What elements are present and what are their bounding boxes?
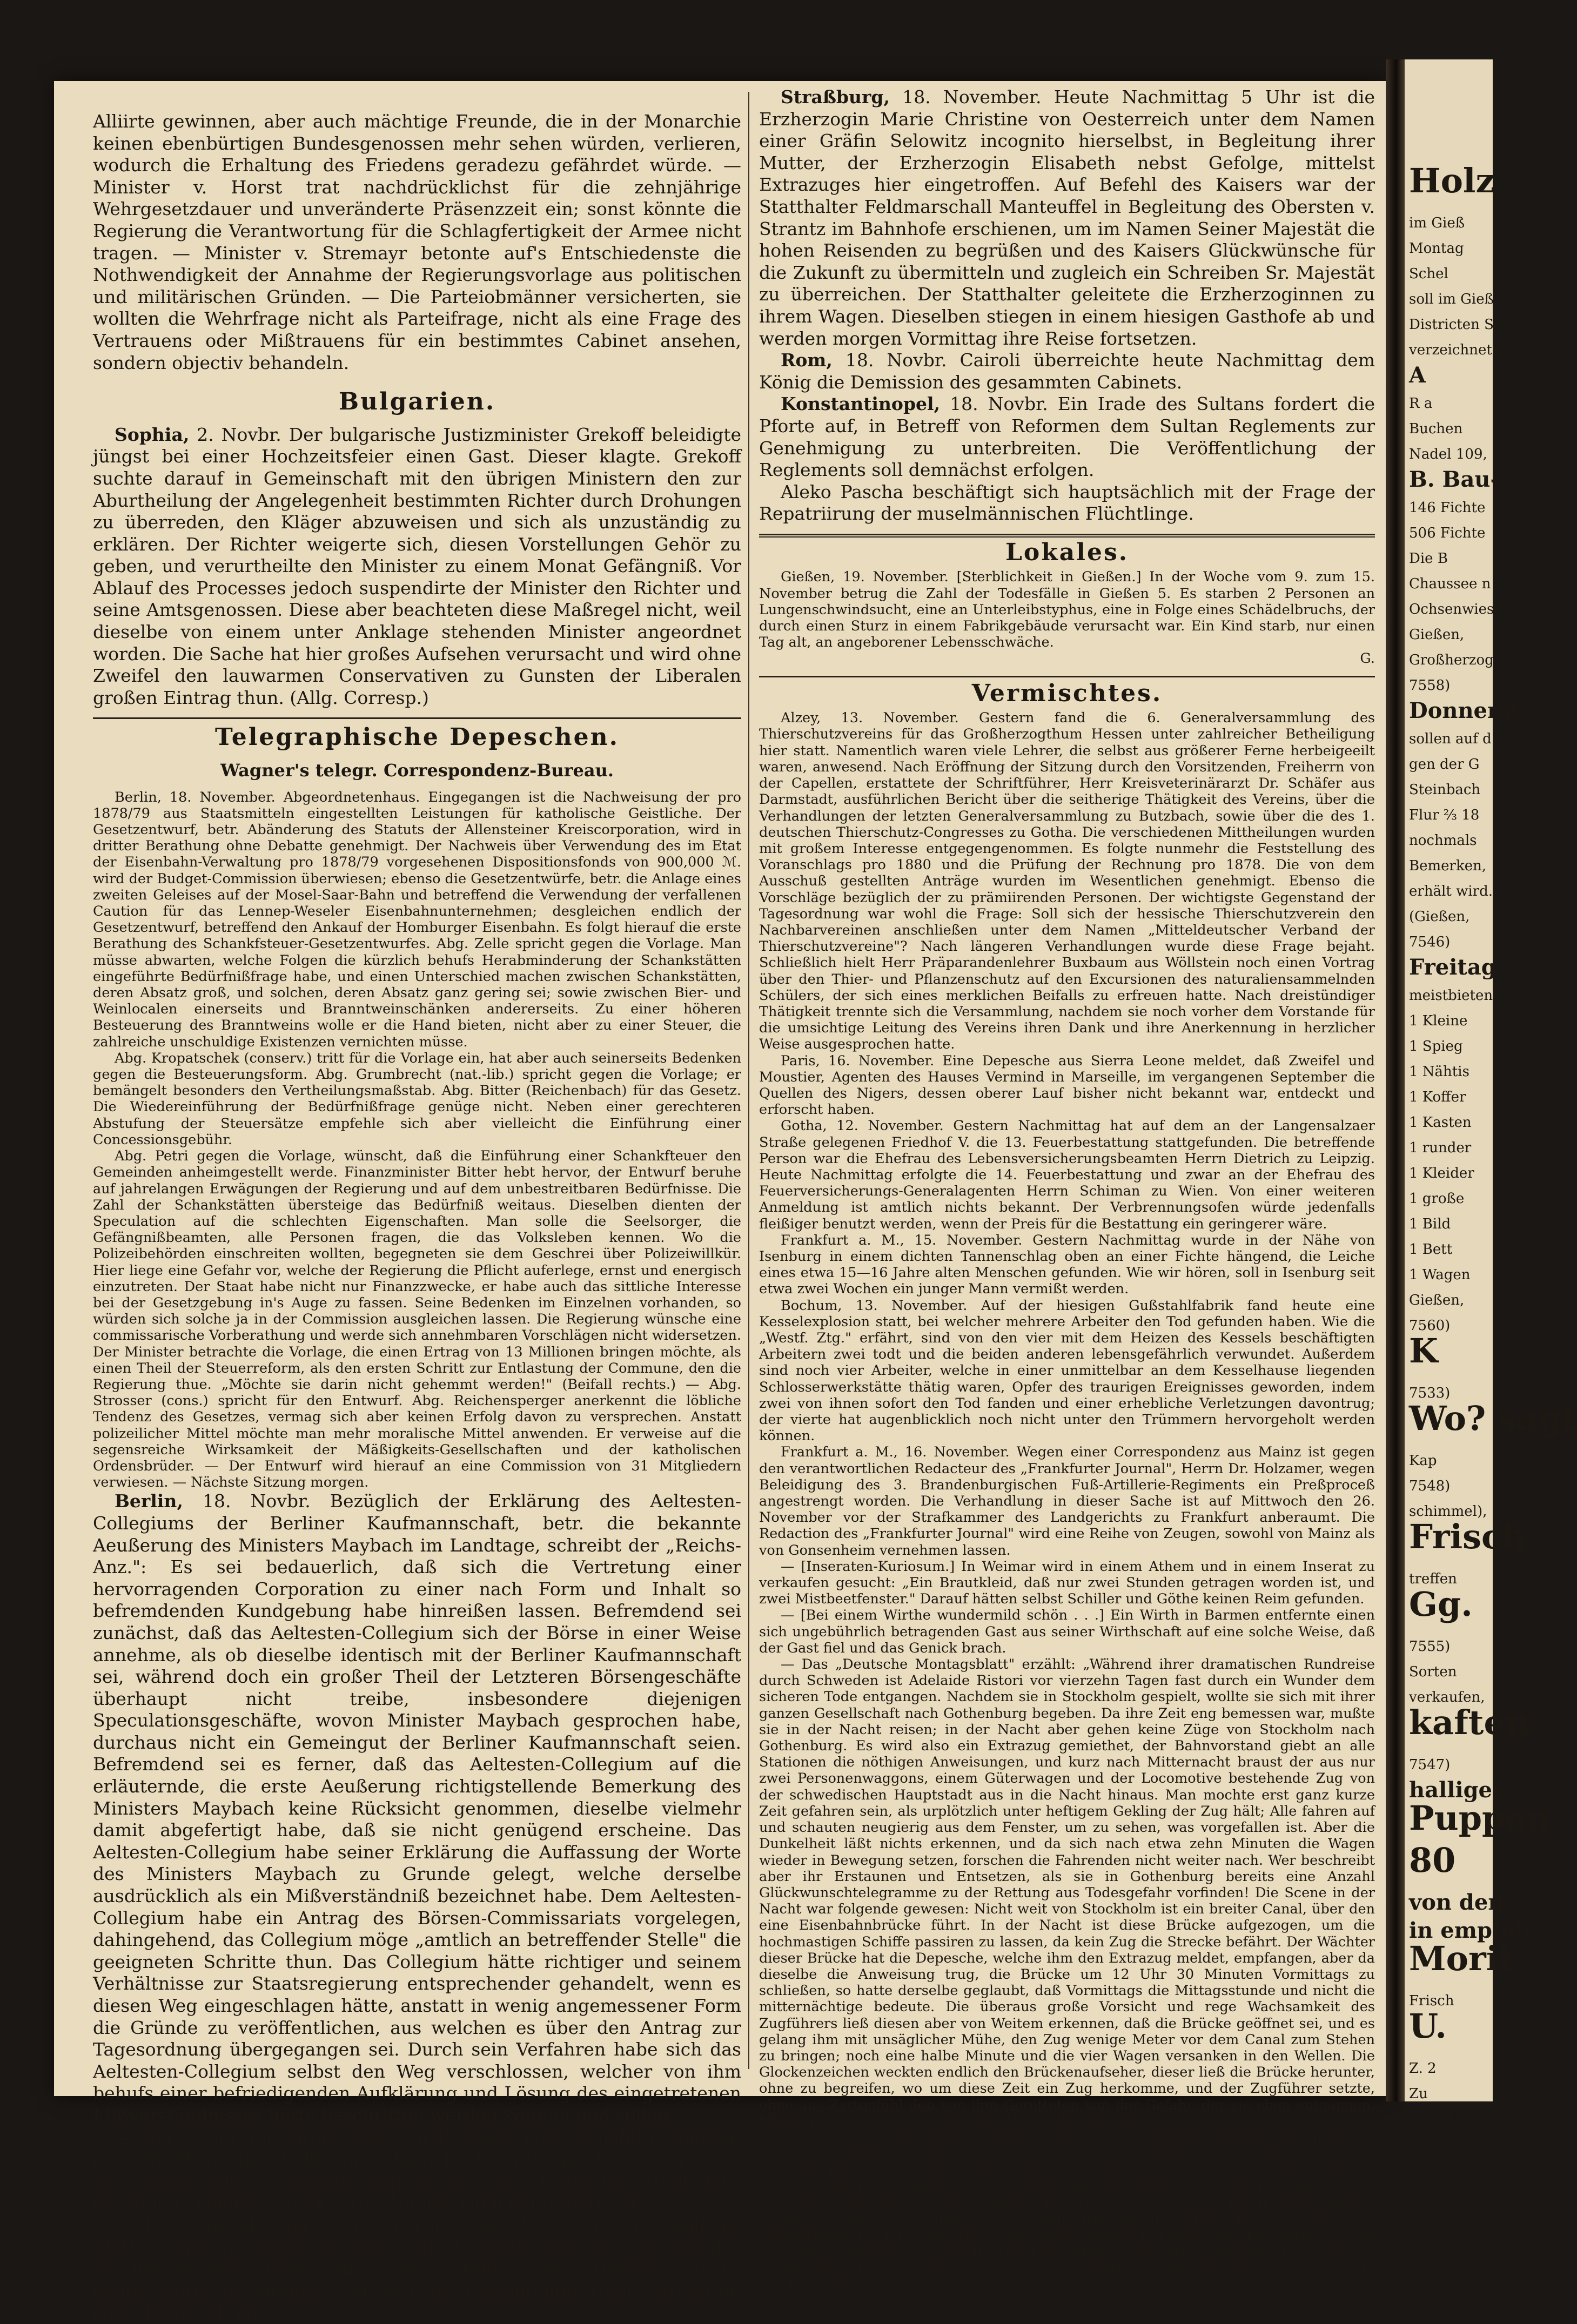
strassburg-text: 18. November. Heute Nachmittag 5 Uhr ist die Erzherzogin Marie Christine von Oesterreich unter dem Namen einer Gräfin Selowitz incognito hierselbst, in Begleitung ihrer Mutter, der Erzherzogin Elisabeth nebst Gefolge, mittelst Extrazuges hier eingetroffen. Auf Befehl des Kaisers war der Statthalter Feldmarschall Manteuffel in Begleitung des Obersten v. Strantz im Bahnhofe erschienen, um im Namen Seiner Majestät die hohen Reisenden zu begrüßen und des Kaisers Glückwünsche für die Zukunft zu übermitteln und zugleich ein Schreiben Sr. Majestät zu überreichen. Der Statthalter geleitete die Erzherzoginnen zu ihrem Wagen. Dieselben stiegen in einem hiesigen Gasthofe ab und werden morgen Vormittag ihre Reise fortsetzen. (759, 86, 1375, 349)
adjacent-fragment: kaften (1409, 1703, 1529, 1742)
rom-place: Rom, (781, 350, 833, 371)
adjacent-fragment: erhält wird. (1409, 883, 1493, 899)
adjacent-fragment: Gg. (1409, 1584, 1473, 1624)
adjacent-fragment: 1 Koffer (1409, 1089, 1466, 1105)
adjacent-fragment: A (1409, 362, 1426, 388)
adjacent-fragment: schimmel), (1409, 1503, 1487, 1520)
strassburg-article (759, 86, 1375, 350)
adjacent-fragment: 7560) (1409, 1318, 1451, 1334)
adjacent-fragment: Buchen (1409, 421, 1463, 437)
adjacent-fragment: 146 Fichte (1409, 500, 1486, 516)
adjacent-fragment: Morit (1409, 1939, 1514, 1978)
adjacent-fragment: von den (1409, 1890, 1504, 1915)
lokales-paragraph: Gießen, 19. November. [Sterblichkeit in Gießen.] In der Woche vom 9. zum 15. November betrug die Zahl der Todesfälle in Gießen 5. Es starben 2 Personen an Lungenschwindsucht, eine an Unterleibstyphus, eine in Folge eines Schädelbruchs, der durch einen Sturz in einem Fabrikgebäude verursacht war. Ein Kind starb, nur einen Tag alt, an angeborener Lebensschwäche. (759, 569, 1375, 651)
adjacent-fragment: 506 Fichte (1409, 525, 1486, 541)
adjacent-fragment: Districten Sc (1409, 317, 1502, 333)
adjacent-fragment: 1 Nähtis (1409, 1064, 1469, 1080)
adjacent-fragment: treffen (1409, 1571, 1457, 1587)
adjacent-fragment: Frisch (1409, 1993, 1454, 2009)
sophia-article (93, 424, 741, 709)
vermischtes-paragraph: — Das „Deutsche Montagsblatt" erzählt: „Während ihrer dramatischen Rundreise durch Schweden ist Adelaide Ristori vor vierzehn Tagen fast durch ein Wunder dem sicheren Tode entgangen. Nachdem sie in Stockholm gespielt, wollte sie sich mit ihrer ganzen Gesellschaft nach Gothenburg begeben. Da ihre Zeit eng bemessen war, mußte sie in der Nacht reisen; in der Nacht aber gehen keine Züge von Stockholm nach Gothenburg. Es wird also ein Extrazug gemiethet, der Bahnvorstand giebt an alle Stationen die nöthigen Anweisungen, und kurz nach Mitternacht braust der aus nur zwei Personenwaggons, einem Güterwagen und der Locomotive bestehende Zug von der schwedischen Hauptstadt aus in die Nacht hinaus. Man mochte erst ganz kurze Zeit gefahren sein, als urplötzlich unter heftigem Gekling der Zug hält; Alle fahren auf und schauten neugierig aus dem Fenster, um zu sehen, was vorgefallen ist. Aber die Dunkelheit läßt nichts erkennen, und da sich nach etwa zehn Minuten die Wagen wieder in Bewegung setzen, forschen die Fahrenden nicht weiter nach. Wer beschreibt aber ihr Erstaunen und Entsetzen, als sie in Gothenburg bereits eine Anzahl Glückwunschtelegramme zu der Rettung aus Todesgefahr vorfinden! Die Scene in der Nacht war folgende gewesen: Nicht weit von Stockholm ist ein breiter Canal, über den eine Eisenbahnbrücke führt. In der Nacht ist diese Brücke aufgezogen, um die hochmastigen Schiffe passiren zu lassen, da kein Zug die Strecke befährt. Der Wächter dieser Brücke hat die Depesche, welche ihm den Extrazug meldet, empfangen, aber da dieselbe die Anweisung trug, die Brücke um 12 Uhr 30 Minuten Vormittags zu schließen, so hatte derselbe geglaubt, daß Vormittags die Mittagsstunde und nicht die mitternächtige bedeute. Die überaus große Vorsicht und rege Wachsamkeit des Zugführers ließ diesen aber von Weitem erkennen, daß die Brücke geöffnet sei, und es gelang ihm mit unsäglicher Mühe, den Zug wenige Meter vor dem Canal zum Stehen zu bringen; noch eine halbe Minute und die vier Wagen versanken in den Wellen. Die Glockenzeichen weckten endlich den Brückenaufseher, dieser ließ die Brücke herunter, ohne zu begreifen, wo um diese Zeit ein Zug herkomme, und der Zugführer setzte, ohne aus Zartgefühl den von ihm Geretteten von der Gefahr, der sie eben entgangen, Mittheilung zu machen, ruhig den Weg nach Gothenburg fort." (759, 1656, 1375, 2130)
rom-text: 18. Novbr. Cairoli überreichte heute Nachmittag dem König die Demission des gesammten Cabinets. (759, 350, 1375, 393)
berlin-extra-paragraph: — Der Großfürst-Thronfolger von Rußland und Gemahlin wohnten gestern Abend der Balletvorstellung im Opernhause bei und reisten nach herzlichster Verabschiedung von dem Kaiser und den Mitgliedern des königl. Hauses um 11¼ Uhr Nachts nach Petersburg ab. (93, 2126, 741, 2214)
strassburg-place: Straßburg, (781, 86, 890, 108)
adjacent-fragment: Näher (1409, 2137, 1454, 2153)
adjacent-fragment: Schel (1409, 266, 1448, 282)
column-divider (748, 92, 749, 2069)
vermischtes-paragraph: Köln, 12. November. Heute Morgen stand ein zwanzigjähriger katholischer Jüngling, eine wahre Hünengestalt, vor den Schranken der Strafkammer, der Entführung eines achtzehn Jahre alten israelitischen Mädchens angeklagt. Es wurde unter Ausschluß der Oeffentlichkeit verhandelt, das Urtheil jedoch öffentlich publicirt, woraus wir entnehmen, daß die Entführung gegen den Willen der Eltern der Braut stattgefunden, während diese einverstanden war. Sie muß, trotzdem ihr Vater neben ihr stand, sehr charakterfest für ihren Bräutigam als Zeugin eingetreten sein; denn Karl wurde nur zu 14 Tagen Gefängniß verurtheilt, wobei die schöne Paula ihren Geliebten mit einem so vielsagenden Blick anschaute, daß man den Schluß zu ziehen berechtigt ist, sie werde ihm treu bleiben. (759, 2129, 1375, 2293)
adjacent-fragment: Bemerken, (1409, 858, 1487, 874)
lokales-body (759, 569, 1375, 667)
vermischtes-paragraph: Alzey, 13. November. Gestern fand die 6. Generalversammlung des Thierschutzvereins für das Großherzogthum Hessen unter zahlreicher Betheiligung hier statt. Namentlich waren viele Lehrer, die selbst aus größerer Ferne herbeigeeilt waren, anwesend. Nach Eröffnung der Sitzung durch den Vorsitzenden, Freiherrn von der Capellen, erstattete der Schriftführer, Herr Kreisveterinärarzt Dr. Schäfer aus Darmstadt, ausführlichen Bericht über die seitherige Thätigkeit des Vereins, über die Verhandlungen der letzten Generalversammlung zu Butzbach, sowie über die des 1. deutschen Thierschutz-Congresses zu Gotha. Die verschiedenen Mittheilungen wurden mit großem Interesse entgegengenommen. Es folgte nunmehr die Feststellung des Voranschlags pro 1880 und die Prüfung der Rechnung pro 1878. Die von dem Ausschuß gestellten Anträge wurden im Wesentlichen genehmigt. Ebenso die Vorschläge bezüglich der zu prämiirenden Personen. Der wichtigste Gegenstand der Tagesordnung war wohl die Frage: Soll sich der hessische Thierschutzverein den Nachbarvereinen anschließen unter dem Namen „Mitteldeutscher Verband der Thierschutzvereine"? Nach längeren Verhandlungen wurde diese Frage bejaht. Schließlich hielt Herr Präparandenlehrer Buxbaum aus Wöllstein noch einen Vortrag über den Thier- und Pflanzenschutz auf den Excursionen des naturaliensammelnden Schülers, der sich eines merklichen Beifalls zu erfreuen hatte. Nach dreistündiger Thätigkeit trennte sich die Versammlung, nachdem sie noch vorher dem Vorstande für die umsichtige Leitung des Vereins ihren Dank und ihre Anerkennung in herzlicher Weise ausgesprochen hatte. (759, 710, 1375, 1053)
section-rule (93, 717, 741, 719)
adjacent-fragment: im Gieß (1409, 215, 1465, 231)
adjacent-fragment: Die B (1409, 550, 1448, 567)
section-rule (759, 676, 1375, 677)
adjacent-fragment: Flur ⅔ 18 (1409, 807, 1480, 823)
adjacent-fragment: Chaussee n (1409, 576, 1491, 592)
adjacent-fragment: 7547) (1409, 1757, 1451, 1773)
adjacent-fragment: Steinbach (1409, 782, 1481, 798)
adjacent-fragment: Ochsenwiese (1409, 601, 1502, 617)
adjacent-fragment: 1 Kasten (1409, 1114, 1472, 1131)
adjacent-fragment: Gießen, (1409, 1292, 1465, 1308)
berlin-extra-paragraph: — Die „Nordd. Allg. Ztg." schreibt: Die Meldung verschiedener Blätter, daß von Seiten Preußens die Uebertragung der Leitung des Reichseisenbahn-Amtes an den preußischen Handelsminister beabsichtigt sei, entbehrt, wie wir aus competenter Quelle erfahren, jeder Begründung. (93, 2214, 741, 2323)
adjacent-fragment: 1 Spieg (1409, 1038, 1463, 1054)
adjacent-fragment: 7546) (1409, 934, 1451, 950)
aleko-paragraph: Aleko Pascha beschäftigt sich hauptsächlich mit der Frage der Repatriirung der muselmännischen Flüchtlinge. (759, 481, 1375, 525)
adjacent-fragment: B. Bau- (1409, 467, 1500, 492)
telegraph-paragraph: Abg. Kropatschek (conserv.) tritt für die Vorlage ein, hat aber auch seinerseits Bedenken gegen die Besteuerungsform. Abg. Grumbrecht (nat.-lib.) spricht gegen die Vorlage; er bemängelt besonders den Vertheilungsmaßstab. Abg. Bitter (Reichenbach) für das Gesetz. Die Wiedereinführung der Bedürfnißfrage genüge nicht. Neben einer gerechteren Abstufung der Steuersätze empfehle sich aber vielleicht die Einführung einer Concessionsgebühr. (93, 1050, 741, 1148)
adjacent-fragment: Nadel 109, (1409, 446, 1487, 462)
rom-article (759, 350, 1375, 393)
vermischtes-paragraph: Frankfurt a. M., 15. November. Gestern Nachmittag wurde in der Nähe von Isenburg in einem dichten Tannenschlag oben an einer Fichte hängend, die Leiche eines etwa 15—16 Jahre alten Menschen gefunden. Wie wir hören, soll in Isenburg seit etwa zwei Wochen ein junger Mann vermißt werden. (759, 1232, 1375, 1298)
section-rule (759, 536, 1375, 538)
book-gutter (1386, 59, 1405, 2101)
adjacent-fragment: halliges (1409, 1777, 1505, 1803)
adjacent-fragment: (Gießen, (1409, 909, 1470, 925)
konstantinopel-place: Konstantinopel, (781, 393, 941, 415)
adjacent-fragment: Kap (1409, 1453, 1437, 1469)
adjacent-fragment: 1 Bett (1409, 1241, 1453, 1258)
adjacent-fragment: 1 Kleine (1409, 1013, 1468, 1029)
vermischtes-heading: Vermischtes. (971, 679, 1163, 707)
adjacent-fragment: Gießen, (1409, 627, 1465, 643)
konstantinopel-article (759, 393, 1375, 481)
left-column (93, 111, 741, 2324)
adjacent-fragment: verkaufen, (1409, 1689, 1485, 1705)
vermischtes-paragraph: Frankfurt a. M., 16. November. Wegen einer Correspondenz aus Mainz ist gegen den verantwortlichen Redacteur des „Frankfurter Journal", Herrn Dr. Holzamer, wegen Beleidigung des 3. Brandenburgischen Fuß-Artillerie-Regiments ein Preßproceß angestrengt worden. Die Verhandlung in dieser Sache ist auf Mittwoch den 26. November vor der Strafkammer des Landgerichts zu Frankfurt anberaumt. Die Redaction des „Frankfurter Journal" wird eine Reihe von Zeugen, sowohl von Mainz als von Gonsenheim vernehmen lassen. (759, 1444, 1375, 1559)
adjacent-fragment: 1 Kleider (1409, 1165, 1474, 1181)
adjacent-fragment: Großherzog (1409, 652, 1494, 668)
adjacent-fragment: in empfeh (1409, 1918, 1531, 1943)
adjacent-fragment: Freitag (1409, 955, 1497, 980)
adjacent-fragment: Montag (1409, 240, 1464, 257)
adjacent-fragment: sollen auf d (1409, 731, 1492, 747)
adjacent-fragment: gen der G (1409, 756, 1480, 773)
adjacent-fragment: Donnerst (1409, 698, 1521, 723)
adjacent-fragment: 7555) (1409, 1638, 1451, 1655)
berlin-maybach-text: 18. Novbr. Bezüglich der Erklärung des Aeltesten-Collegiums der Berliner Kaufmannschaft, betr. die bekannte Aeußerung des Ministers Maybach im Landtage, schreibt der „Reichs-Anz.": Es sei bedauerlich, daß sich die Vertretung einer hervorragenden Corporation zu einer nach Form und Inhalt so befremdenden Kundgebung habe hinreißen lassen. Befremdend sei zunächst, daß das Aeltesten-Collegium sich der Börse in einer Weise annehme, als ob dieselbe identisch mit der Berliner Kaufmannschaft sei, während doch ein großer Theil der Letzteren Börsengeschäfte überhaupt nicht treibe, insbesondere diejenigen Speculationsgeschäfte, wovon Minister Maybach gesprochen habe, durchaus nicht ein Gemeingut der Berliner Kaufmannschaft seien. Befremdend sei es ferner, daß das Aeltesten-Collegium auf die erläuternde, die erste Aeußerung richtigstellende Bemerkung des Ministers Maybach keine Rücksicht genommen, dieselbe vielmehr damit abgefertigt habe, daß sie nicht genügend erscheine. Das Aeltesten-Collegium habe seiner Erklärung die Auffassung der Worte des Ministers Maybach zu Grunde gelegt, welche derselbe ausdrücklich als ein Mißverständniß bezeichnet habe. Dem Aeltesten-Collegium habe ein Antrag des Börsen-Commissariats vorgelegen, dahingehend, das Collegium möge „amtlich an betreffender Stelle" die geeigneten Schritte thun. Das Collegium hätte richtiger und seinem Verhältnisse zur Staatsregierung entsprechender gehandelt, wenn es diesen Weg eingeschlagen hätte, anstatt in wenig angemessener Form die Gründe zu veröffentlichen, aus welchen es über den Antrag zur Tagesordnung übergegangen sei. Durch sein Verfahren habe sich das Aeltesten-Collegium selbst den Weg verschlossen, welcher von ihm behufs einer befriedigenden Aufklärung und Lösung des eingetretenen Mißverständnisses hätte beschritten werden können und sollen. (93, 1490, 741, 2126)
adjacent-page (1405, 59, 1577, 2178)
adjacent-fragment: 1 große (1409, 1191, 1465, 1207)
right-column (759, 86, 1375, 2293)
adjacent-fragment: 1 Wagen (1409, 1267, 1471, 1283)
telegraph-paragraph: Abg. Petri gegen die Vorlage, wünscht, daß die Einführung einer Schankfteuer den Gemeinden anheimgestellt werde. Finanzminister Bitter hebt hervor, der Entwurf beruhe auf jahrelangen Erwägungen der Regierung und auf dem unbestreitbaren Bedürfnisse. Die Zahl der Schankstätten übersteige das Bedürfniß weitaus. Dieselben dienten der Speculation auf die schlechten Eigenschaften. Man solle die Seelsorger, die Gefängnißbeamten, alle Personen fragen, die das Volksleben kennen. Wo die Polizeibehörden einschreiten wollten, begegneten sie dem Geschrei über Polizeiwillkür. Hier liege eine Gefahr vor, welche der Regierung die Pflicht auferlege, ernst und energisch einzutreten. Der Staat habe nicht nur Finanzzwecke, er habe auch das sittliche Interesse bei der Gesetzgebung in's Auge zu fassen. Seine Bedenken im Einzelnen vorhanden, so würden sich solche ja in der Commission ausgleichen lassen. Die Regierung wünsche eine commissarische Vorberathung und werde sich annehmbaren Vorschlägen nicht widersetzen. Der Minister betrachte die Vorlage, die einen Ertrag von 13 Millionen bringen möchte, als einen Theil der Steuerreform, als den ersten Schritt zur Entlastung der Commune, den die Regierung thue. „Möchte sie darin nicht gehemmt werden!" (Beifall rechts.) — Abg. Strosser (cons.) spricht für den Entwurf. Abg. Reichensperger anerkennt die löbliche Tendenz des Gesetzes, vermag sich aber keinen Erfolg davon zu versprechen. Anstatt polizeilicher Mittel möchte man mehr moralische Mittel anwenden. Er verweise auf die segensreiche Wirksamkeit der Mäßigkeits-Gesellschaften und der katholischen Ordensbrüder. — Der Entwurf wird hierauf an eine Commission von 31 Mitgliedern verwiesen. — Nächste Sitzung morgen. (93, 1148, 741, 1491)
lokales-signature: G. (1360, 650, 1375, 667)
vermischtes-body (759, 710, 1375, 2293)
konstantinopel-text: 18. Novbr. Ein Irade des Sultans fordert die Pforte auf, in Betreff von Reformen dem Sultan Reglements zur Genehmigung zu unterbreiten. Die Veröffentlichung der Reglements soll demnächst erfolgen. (759, 393, 1375, 481)
adjacent-fragment: 7533) (1409, 1385, 1451, 1401)
adjacent-fragment: nochmals (1409, 832, 1477, 849)
intro-paragraph: Alliirte gewinnen, aber auch mächtige Freunde, die in der Monarchie keinen ebenbürtigen Bundesgenossen mehr sehen würden, verlieren, wodurch die Erhaltung des Friedens geradezu gefährdet würde. — Minister v. Horst trat nachdrücklichst für die zehnjährige Wehrgesetzdauer und unveränderte Präsenzzeit ein; sonst könnte die Regierung die Verantwortung für die Schlagfertigkeit der Armee nicht tragen. — Minister v. Stremayr betonte auf's Entschiedenste die Nothwendigkeit der Annahme der Regierungsvorlage aus politischen und militärischen Gründen. — Die Parteiobmänner versicherten, sie wollten die Wehrfrage nicht als Parteifrage, nicht als eine Frage des Vertrauens oder Mißtrauens für ein bestimmtes Cabinet ansehen, sondern objectiv behandeln. (93, 111, 741, 373)
telegraph-subheading: Wagner's telegr. Correspondenz-Bureau. (220, 760, 614, 781)
sophia-place: Sophia, (115, 424, 190, 445)
vermischtes-paragraph: Gotha, 12. November. Gestern Nachmittag hat auf dem an der Langensalzaer Straße gelegenen Friedhof V. die 13. Feuerbestattung stattgefunden. Die betreffende Person war die Ehefrau des Lebensversicherungsbeamten Herrn Dietrich zu Leipzig. Heute Nachmittag erfolgte die 14. Feuerbestattung und zwar an der Ehefrau des Feuerversicherungs-Generalagenten Herrn Schiman zu Wien. Von einer weiteren Anmeldung ist amtlich nichts bekannt. Der Verbrennungsofen würde jedenfalls fleißiger benutzt werden, wenn der Preis für die Bestattung ein geringerer wäre. (759, 1118, 1375, 1232)
adjacent-fragment: Holz (1409, 161, 1495, 200)
adjacent-fragment: R a (1409, 395, 1433, 412)
adjacent-fragment: Wo? sagt (1409, 1399, 1577, 1438)
telegraph-paragraph: Berlin, 18. November. Abgeordnetenhaus. Eingegangen ist die Nachweisung der pro 1878/79 aus Staatsmitteln eingestellten Leistungen für katholische Geistliche. Der Gesetzentwurf, betr. Abänderung des Statuts der Allensteiner Kreiscorporation, wird in dritter Berathung ohne Debatte genehmigt. Der Nachweis über Verwendung des im Etat der Eisenbahn-Verwaltung pro 1878/79 vorgesehenen Dispositionsfonds von 900,000 ℳ. wird der Budget-Commission überwiesen; ebenso die Gesetzentwürfe, betr. die Anlage eines zweiten Geleises auf der Mosel-Saar-Bahn und betreffend die Verwendung der verfallenen Caution für das Lennep-Weseler Eisenbahnunternehmen; desgleichen endlich der Gesetzentwurf, betreffend den Ankauf der Homburger Eisenbahn. Es folgt hierauf die erste Berathung des Schankfsteuer-Gesetzentwurfes. Abg. Zelle spricht gegen die Vorlage. Man müsse abwarten, welche Folgen die kürzlich behufs Herabminderung der Schankstätten eingeführte Bedürfnißfrage habe, und einen Unterschied machen zwischen Schankstätten, deren Absatz groß, und solchen, deren Absatz ganz gering sei; sowie zwischen Bier- und Weinlocalen einerseits und Branntweinschänken andererseits. Zu einer höheren Besteuerung des Branntweins wolle er die Hand bieten, nicht aber zu einer Steuer, die zahlreiche unschuldige Existenzen vernichten müsse. (93, 789, 741, 1050)
telegraph-body (93, 789, 741, 1491)
section-rule (759, 534, 1375, 535)
vermischtes-paragraph: — [Bei einem Wirthe wundermild schön . . .] Ein Wirth in Barmen entfernte einen sich ungebührlich betragenden Gast aus seiner Wirthschaft auf eine solche Weise, daß der Gast fiel und das Genick brach. (759, 1607, 1375, 1656)
berlin-maybach-article (93, 1490, 741, 2126)
berlin-place: Berlin, (115, 1490, 183, 1512)
adjacent-fragment: Puppen (1409, 1798, 1551, 1838)
adjacent-fragment: meistbietend (1409, 988, 1502, 1004)
adjacent-fragment: verzeichnetes (1409, 342, 1508, 358)
vermischtes-paragraph: Bochum, 13. November. Auf der hiesigen Gußstahlfabrik fand heute eine Kesselexplosion statt, bei welcher mehrere Arbeiter den Tod gefunden haben. Wie die „Westf. Ztg." erfährt, sind von den vier mit dem Heizen des Kessels beschäftigten Arbeitern zwei todt und die beiden anderen lebensgefährlich verwundet. Außerdem sind noch vier Arbeiter, welche in einer unmittelbar an dem Kesselhause liegenden Schlosserwerkstätte thätig waren, Opfer des traurigen Ereignisses geworden, indem zwei von ihnen sofort den Tod fanden und einer erhebliche Verletzungen davontrug; der vierte hat augenblicklich noch nicht unter den Trümmern hervorgeholt werden können. (759, 1297, 1375, 1445)
adjacent-fragment: Zu (1409, 2086, 1428, 2102)
adjacent-fragment: 1 Bild (1409, 1216, 1451, 1232)
sophia-source: (Allg. Corresp.) (290, 687, 429, 708)
adjacent-fragment: 7558) (1409, 677, 1451, 694)
adjacent-fragment: 1 runder (1409, 1140, 1472, 1156)
adjacent-fragment: 7548) (1409, 1478, 1451, 1494)
adjacent-fragment: Frisch (1409, 1517, 1526, 1556)
adjacent-fragment: 7543) (1409, 2162, 1451, 2178)
telegraph-heading: Telegraphische Depeschen. (215, 723, 619, 751)
bulgarien-heading: Bulgarien. (338, 388, 496, 416)
adjacent-fragment: Sorten (1409, 1664, 1457, 1680)
lokales-heading: Lokales. (1005, 538, 1129, 566)
vermischtes-paragraph: Paris, 16. November. Eine Depesche aus Sierra Leone meldet, daß Zweifel und Moustier, Agenten des Hauses Vermind in Marseille, im vergangenen September die Quellen des Nigers, dessen oberer Lauf bisher nicht bekannt war, entdeckt und erforscht haben. (759, 1052, 1375, 1118)
adjacent-fragment: K (1409, 1331, 1438, 1371)
adjacent-fragment: soll im Gieß (1409, 291, 1494, 307)
adjacent-fragment: U. (1409, 2006, 1447, 2046)
adjacent-fragment: wünscht (1409, 2111, 1469, 2127)
adjacent-fragment: Z. 2 (1409, 2060, 1437, 2077)
sophia-text: 2. Novbr. Der bulgarische Justizminister Grekoff beleidigte jüngst bei einer Hochzeitsfeier einen Gast. Dieser klagte. Grekoff suchte darauf in Gemeinschaft mit den übrigen Ministern den zur Aburtheilung der Angelegenheit bestimmten Richter durch Drohungen zu überreden, den Kläger abzuweisen und sich als unzuständig zu erklären. Der Richter weigerte sich, diesen Vorstellungen Gehör zu geben, und verurtheilte den Minister zu einem Monat Gefängniß. Vor Ablauf des Processes jedoch suspendirte der Minister den Richter und seine Amtsgenossen. Diese aber beachteten diese Maßregel nicht, weil dieselbe von einem unter Anklage stehenden Minister angeordnet worden. Die Sache hat hier großes Aufsehen verursacht und wird ohne Zweifel den lauwarmen Conservativen zu Gunsten der Liberalen großen Eintrag thun. (93, 424, 741, 708)
vermischtes-paragraph: — [Inseraten-Kuriosum.] In Weimar wird in einem Athem und in einem Inserat zu verkaufen gesucht: „Ein Brautkleid, daß nur zwei Stunden getragen worden ist, und zwei Mistbeetfenster." Darauf hätten selbst Schiller und Göthe keinen Reim gefunden. (759, 1558, 1375, 1608)
adjacent-fragment: 80 (1409, 1841, 1456, 1880)
